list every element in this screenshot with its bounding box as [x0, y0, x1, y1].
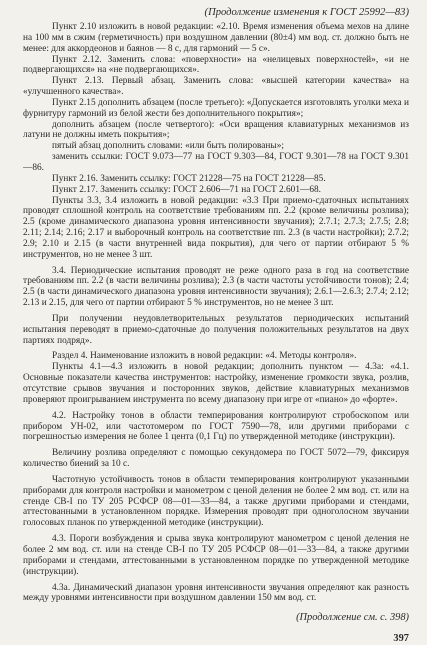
paragraph: Пункты 4.1—4.3 изложить в новой редакции; дополнить пунктом — 4.3а: «4.1. Основные показатели качества инструментов: настройку, изменение громкости звука, розлив, отсутствие срывов звучания и посторонних звуков, действие клавиатурных механизмов проверяют проигрыванием инструмента по всему диапазону при игре от «пиано» до «форте».	[23, 362, 409, 405]
page-number: 397	[393, 633, 409, 644]
paragraph: 4.2. Настройку тонов в области темперирования контролируют стробоскопом или прибором УН-02, или частотомером по ГОСТ 7590—78, или другими приборами с погрешностью измерения не более 1 цента (0,1 Гц) по утвержденной методике (инструкции).	[23, 410, 409, 443]
paragraph: 4.3а. Динамический диапазон уровня интенсивности звучания определяют как разность между уровнями интенсивности при воздушном давлении 150 мм вод. ст.	[23, 582, 409, 604]
paragraph: Пункт 2.10 изложить в новой редакции: «2.10. Время изменения объема мехов на длине на 100 мм в сжим (герметичность) при воздушном давлении (80±4) мм вод. ст. должно быть не менее: для аккордеонов и баянов — 8 с, для гармоний — 5 с».	[23, 22, 409, 54]
paragraph: При получении неудовлетворительных результатов периодических испытаний испытания переводят в приемо-сдаточные до получения положительных результатов на двух партиях подряд».	[23, 313, 409, 346]
paragraph: дополнить абзацем (после четвертого): «Оси вращения клавиатурных механизмов из латуни не должны иметь покрытия»;	[23, 119, 409, 141]
paragraph: Пункт 2.15 дополнить абзацем (после третьего): «Допускается изготовлять уголки меха и фурнитуру гармоний из белой жести без дополнительного покрытия»;	[23, 97, 409, 119]
section-heading: Раздел 4. Наименование изложить в новой редакции: «4. Методы контроля».	[52, 351, 357, 362]
paragraph: Пункт 2.12. Заменить слова: «поверхности» на «нелицевых поверхностей», «и не подвергающихся» на «не подвергающихся».	[23, 54, 409, 76]
body-text	[23, 22, 409, 604]
paragraph: заменить ссылки: ГОСТ 9.073—77 на ГОСТ 9.303—84, ГОСТ 9.301—78 на ГОСТ 9.301—86.	[23, 152, 409, 173]
paragraph: Пункт 2.16. Заменить ссылку: ГОСТ 21228—75 на ГОСТ 21228—85.	[52, 173, 326, 184]
paragraph: Частотную устойчивость тонов в области темперирования контролируют указанными приборами для контроля настройки и манометром с ценой деления не более 2 мм вод. ст. или на стенде СВ-I по ТУ 205 РСФСР 08—01—33—84, а также другими приборами и стендами, аттестованными в установленном порядке. Измерения проводят при одноголосном звучании голосовых планок по утвержденной методике (инструкции).	[23, 474, 409, 529]
paragraph: 3.4. Периодические испытания проводят не реже одного раза в год на соответствие требованиям пп. 2.2 (в части величины розлива); 2.3 (в части частоты устойчивости тонов); 2.4; 2.5 (в части динамического диапазона уровня интенсивности звучания); 2.6.1—2.6.3; 2.7.4; 2.12; 2.13 и 2.15, для чего от партии отбирают 5 % инструментов, но не менее 3 шт.	[23, 265, 409, 309]
paragraph: Величину розлива определяют с помощью секундомера по ГОСТ 5072—79, фиксируя количество биений за 10 с.	[23, 448, 409, 470]
paragraph: Пункты 3.3, 3.4 изложить в новой редакции: «3.3 При приемо-сдаточных испытаниях проводят сплошной контроль на соответствие требованиям пп. 2.2 (кроме величины розлива); 2.5 (кроме динамического диапазона уровня интенсивности звучания); 2.7.1; 2.7.3; 2.7.5; 2.8; 2.11; 2.14; 2.16; 2.17 и выборочный контроль на соответствие пп. 2.3 (в части настройки); 2.7.2; 2.9; 2.10 и 2.15 (в части внутренней вида покрытия), для чего от партии отбирают 5 % инструментов, но не менее 3 шт.	[23, 195, 409, 260]
paragraph: пятый абзац дополнить словами: «или быть полированы»;	[52, 141, 284, 152]
paragraph: Пункт 2.13. Первый абзац. Заменить слова: «высшей категории качества» на «улучшенного качества».	[23, 76, 409, 98]
paragraph: 4.3. Пороги возбуждения и срыва звука контролируют манометром с ценой деления не более 2 мм вод. ст. или на стенде СВ-I по ТУ 205 РСФСР 08—01—33—84, а также другими приборами и стендами, аттестованными в установленном порядке по утвержденной методике (инструкции).	[23, 534, 409, 577]
paragraph: Пункт 2.17. Заменить ссылку: ГОСТ 2.606—71 на ГОСТ 2.601—68.	[52, 184, 322, 195]
running-header: (Продолжение изменения к ГОСТ 25992—83)	[204, 7, 409, 18]
continuation-note: (Продолжение см. с. 398)	[296, 612, 409, 623]
